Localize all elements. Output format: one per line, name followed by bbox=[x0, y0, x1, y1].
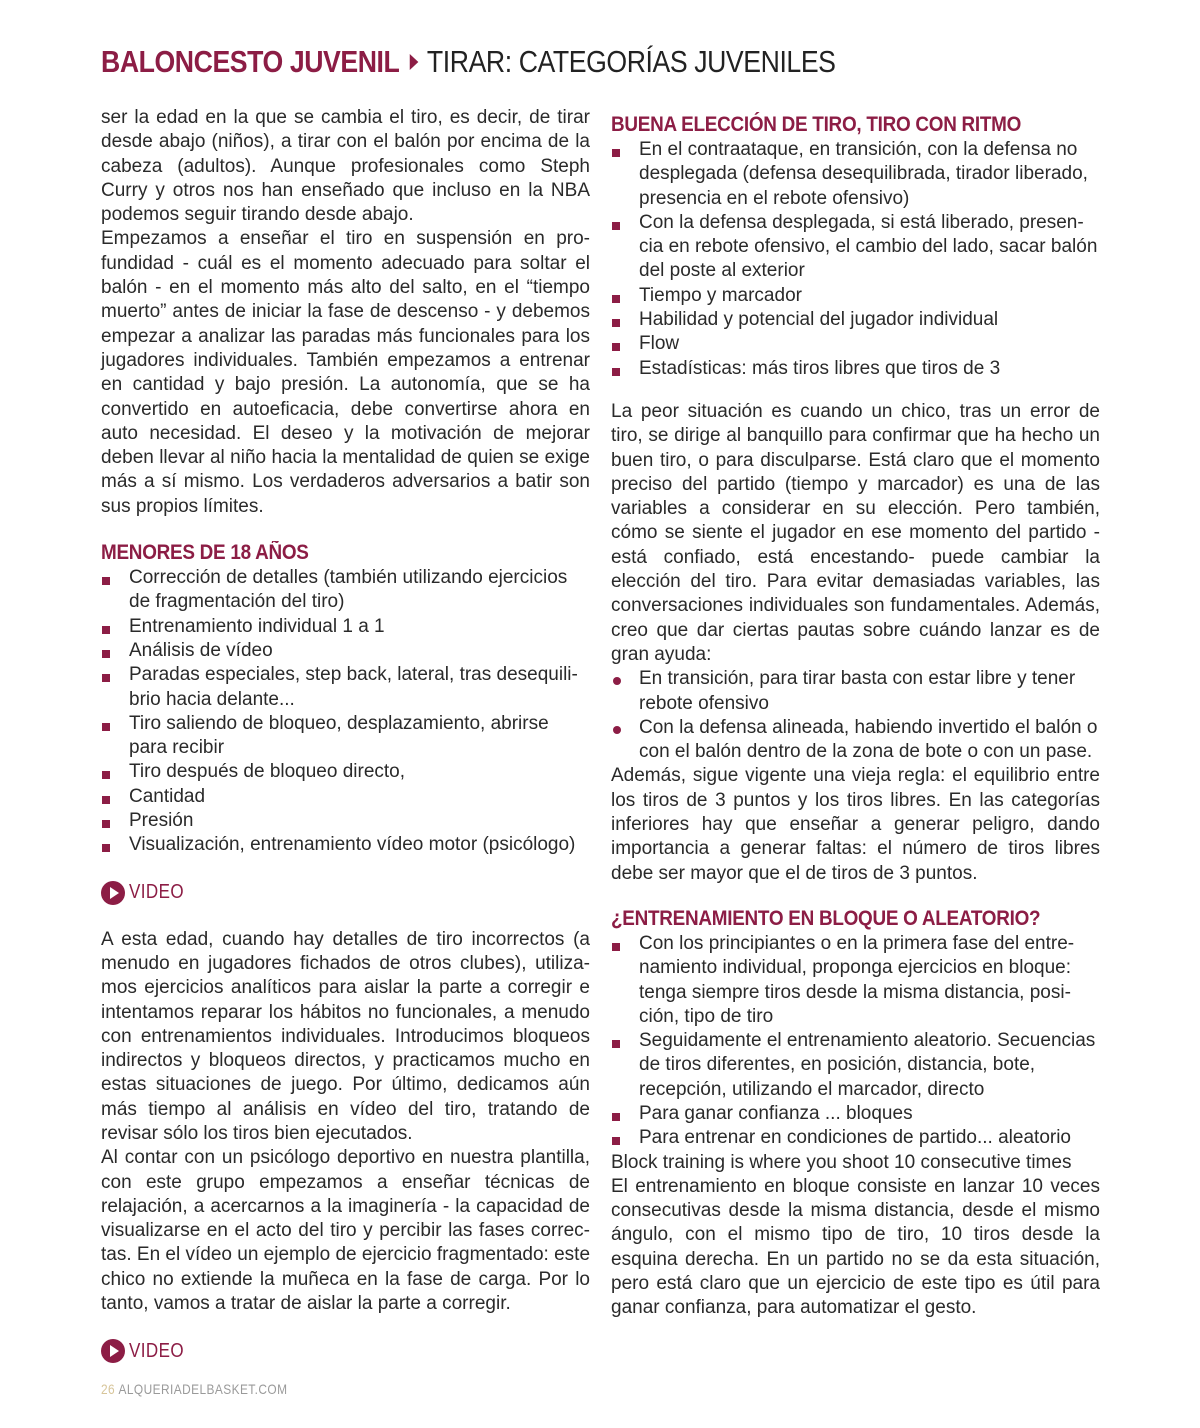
list-item: Estadísticas: más tiros libres que tiros de 3 bbox=[611, 357, 1100, 381]
list-item: Entrenamiento individual 1 a 1 bbox=[101, 615, 590, 639]
list-item: Análisis de vídeo bbox=[101, 639, 590, 663]
paragraph: ser la edad en la que se cambia el tiro, es decir, de tirar desde abajo (niños), a tirar con el balón por encima de la cabeza (adultos). Aunque profesionales como Steph Curry y otros nos han enseñado que incluso en la NBA podemos seguir tirando desde abajo. bbox=[101, 107, 590, 226]
paragraph: La peor situación es cuando un chico, tras un error de tiro, se dirige al banquillo para confirmar que ha hecho un buen tiro, o para disculparse. Está claro que el momento preciso del partido (tiempo y marcador) es una de las variables a considerar en su elección. Pero también, cómo se siente el jugador en ese momento del partido -está confiado, está encestando- puede cambiar la elección del tiro. Para evitar demasiadas variables, las conversaciones individuales son fundamentales. Además, creo que dar ciertas pautas sobre cuándo lanzar es de gran ayuda: bbox=[611, 400, 1100, 665]
left-column bbox=[101, 106, 590, 1364]
menores-list bbox=[101, 566, 590, 858]
list-item: Cantidad bbox=[101, 785, 590, 809]
list-item: Tiro saliendo de bloqueo, desplazamiento, abrirse para recibir bbox=[101, 712, 590, 761]
play-icon bbox=[101, 1339, 125, 1363]
video-link-2[interactable] bbox=[101, 1338, 590, 1364]
list-item: Para entrenar en condiciones de partido... aleatorio bbox=[611, 1126, 1100, 1150]
section-heading-menores: MENORES DE 18 AÑOS bbox=[101, 541, 309, 565]
paragraph: Al contar con un psicólogo deportivo en nuestra plantilla, con este grupo empezamos a enseñar técnicas de relajación, a acercarnos a la imaginería - la capacidad de visualizarse en el acto del tiro y percibir las fases correctas. En el vídeo un ejemplo de ejercicio fragmentado: este chico no extiende la muñeca en la fase de carga. Por lo tanto, vamos a tratar de aislar la parte a corregir. bbox=[101, 1147, 591, 1315]
caret-right-icon bbox=[410, 54, 419, 70]
list-item: Con la defensa desplegada, si está liberado, presencia en rebote ofensivo, el cambio del lado, sacar balón del poste al exterior bbox=[611, 211, 1100, 284]
list-item: Tiempo y marcador bbox=[611, 284, 1100, 308]
paragraph: A esta edad, cuando hay detalles de tiro incorrectos (a menudo en jugadores fichados de otros clubes), utilizamos ejercicios analíticos para aislar la parte a corregir e intentamos reparar los hábitos no funcionales, a menudo con entrenamientos individuales. Introducimos bloqueos indirectos y bloqueos directos, y practicamos mucho en estas situaciones de juego. Por último, dedicamos aún más tiempo al análisis en vídeo del tiro, tratando de revisar sólo los tiros bien ejecutados. bbox=[101, 928, 590, 1144]
section-heading-bloque: ¿ENTRENAMIENTO EN BLOQUE O ALEATORIO? bbox=[611, 906, 1041, 930]
list-item: Para ganar confianza ... bloques bbox=[611, 1102, 1100, 1126]
bloque-list bbox=[611, 932, 1100, 1151]
list-item: Corrección de detalles (también utilizando ejercicios de fragmentación del tiro) bbox=[101, 566, 590, 615]
video-link[interactable] bbox=[101, 880, 590, 906]
list-item: Flow bbox=[611, 332, 1100, 356]
list-item: Tiro después de bloqueo directo, bbox=[101, 760, 590, 784]
video-label: VIDEO bbox=[129, 881, 185, 904]
section-heading-buena: BUENA ELECCIÓN DE TIRO, TIRO CON RITMO bbox=[611, 113, 1022, 136]
section-title: BALONCESTO JUVENIL bbox=[101, 44, 400, 79]
paragraph: Además, sigue vigente una vieja regla: el equilibrio entre los tiros de 3 puntos y los tiros libres. En las categorías inferiores hay que enseñar a generar peligro, dando importancia a generar faltas: el número de tiros libres debe ser mayor que el de tiros de 3 puntos. bbox=[611, 765, 1100, 884]
page-number: 26 bbox=[101, 1381, 116, 1397]
buena-list bbox=[611, 138, 1100, 381]
list-item: Paradas especiales, step back, lateral, tras desequilibrio hacia delante... bbox=[101, 663, 590, 712]
dot-list bbox=[611, 667, 1100, 764]
paragraph: Empezamos a enseñar el tiro en suspensión en profundidad - cuál es el momento adecuado para soltar el balón - en el momento más alto del salto, en el “tiempo muerto” antes de iniciar la fase de descenso - y debemos empezar a analizar las paradas más funcionales para los jugadores individuales. También empezamos a entrenar en cantidad y bajo presión. La autonomía, que se ha convertido en autoeficacia, debe convertirse ahora en auto necesidad. El deseo y la motivación de mejorar deben llevar al niño hacia la mentalidad de quien se exige más a sí mismo. Los verdaderos adversarios a batir son sus propios límites. bbox=[101, 228, 590, 517]
list-item: Seguidamente el entrenamiento aleatorio. Secuencias de tiros diferentes, en posición, distancia, bote, recepción, utilizando el marcador, directo bbox=[611, 1029, 1100, 1102]
right-column bbox=[611, 106, 1100, 1321]
site-url[interactable]: ALQUERIADELBASKET.COM bbox=[118, 1381, 288, 1397]
list-item: Presión bbox=[101, 809, 590, 833]
list-item: Con la defensa alineada, habiendo invertido el balón o con el balón dentro de la zona de bote o con un pase. bbox=[611, 716, 1100, 765]
paragraph: Block training is where you shoot 10 consecutive times bbox=[611, 1151, 1072, 1173]
paragraph: El entrenamiento en bloque consiste en lanzar 10 veces consecutivas desde la misma distancia, desde el mismo ángulo, con el mismo tipo de tiro, 10 tiros desde la esquina derecha. En un partido no se da esta situación, pero está claro que un ejercicio de este tipo es útil para ganar confianza, para automatizar el gesto. bbox=[611, 1175, 1100, 1319]
list-item: Visualización, entrenamiento vídeo motor (psicólogo) bbox=[101, 833, 590, 857]
video-label: VIDEO bbox=[129, 1340, 185, 1363]
list-item: Habilidad y potencial del jugador individual bbox=[611, 308, 1100, 332]
play-icon bbox=[101, 881, 125, 905]
list-item: En transición, para tirar basta con estar libre y tener rebote ofensivo bbox=[611, 667, 1100, 716]
page-header bbox=[101, 40, 961, 84]
list-item: Con los principiantes o en la primera fase del entrenamiento individual, proponga ejercicios en bloque: tenga siempre tiros desde la misma distancia, posición, tipo de tiro bbox=[611, 932, 1100, 1029]
page-footer bbox=[101, 1381, 287, 1397]
topic-title: TIRAR: CATEGORÍAS JUVENILES bbox=[426, 44, 836, 79]
list-item: En el contraataque, en transición, con la defensa no desplegada (defensa desequilibrada, tirador liberado, presencia en el rebote ofensivo) bbox=[611, 138, 1100, 211]
